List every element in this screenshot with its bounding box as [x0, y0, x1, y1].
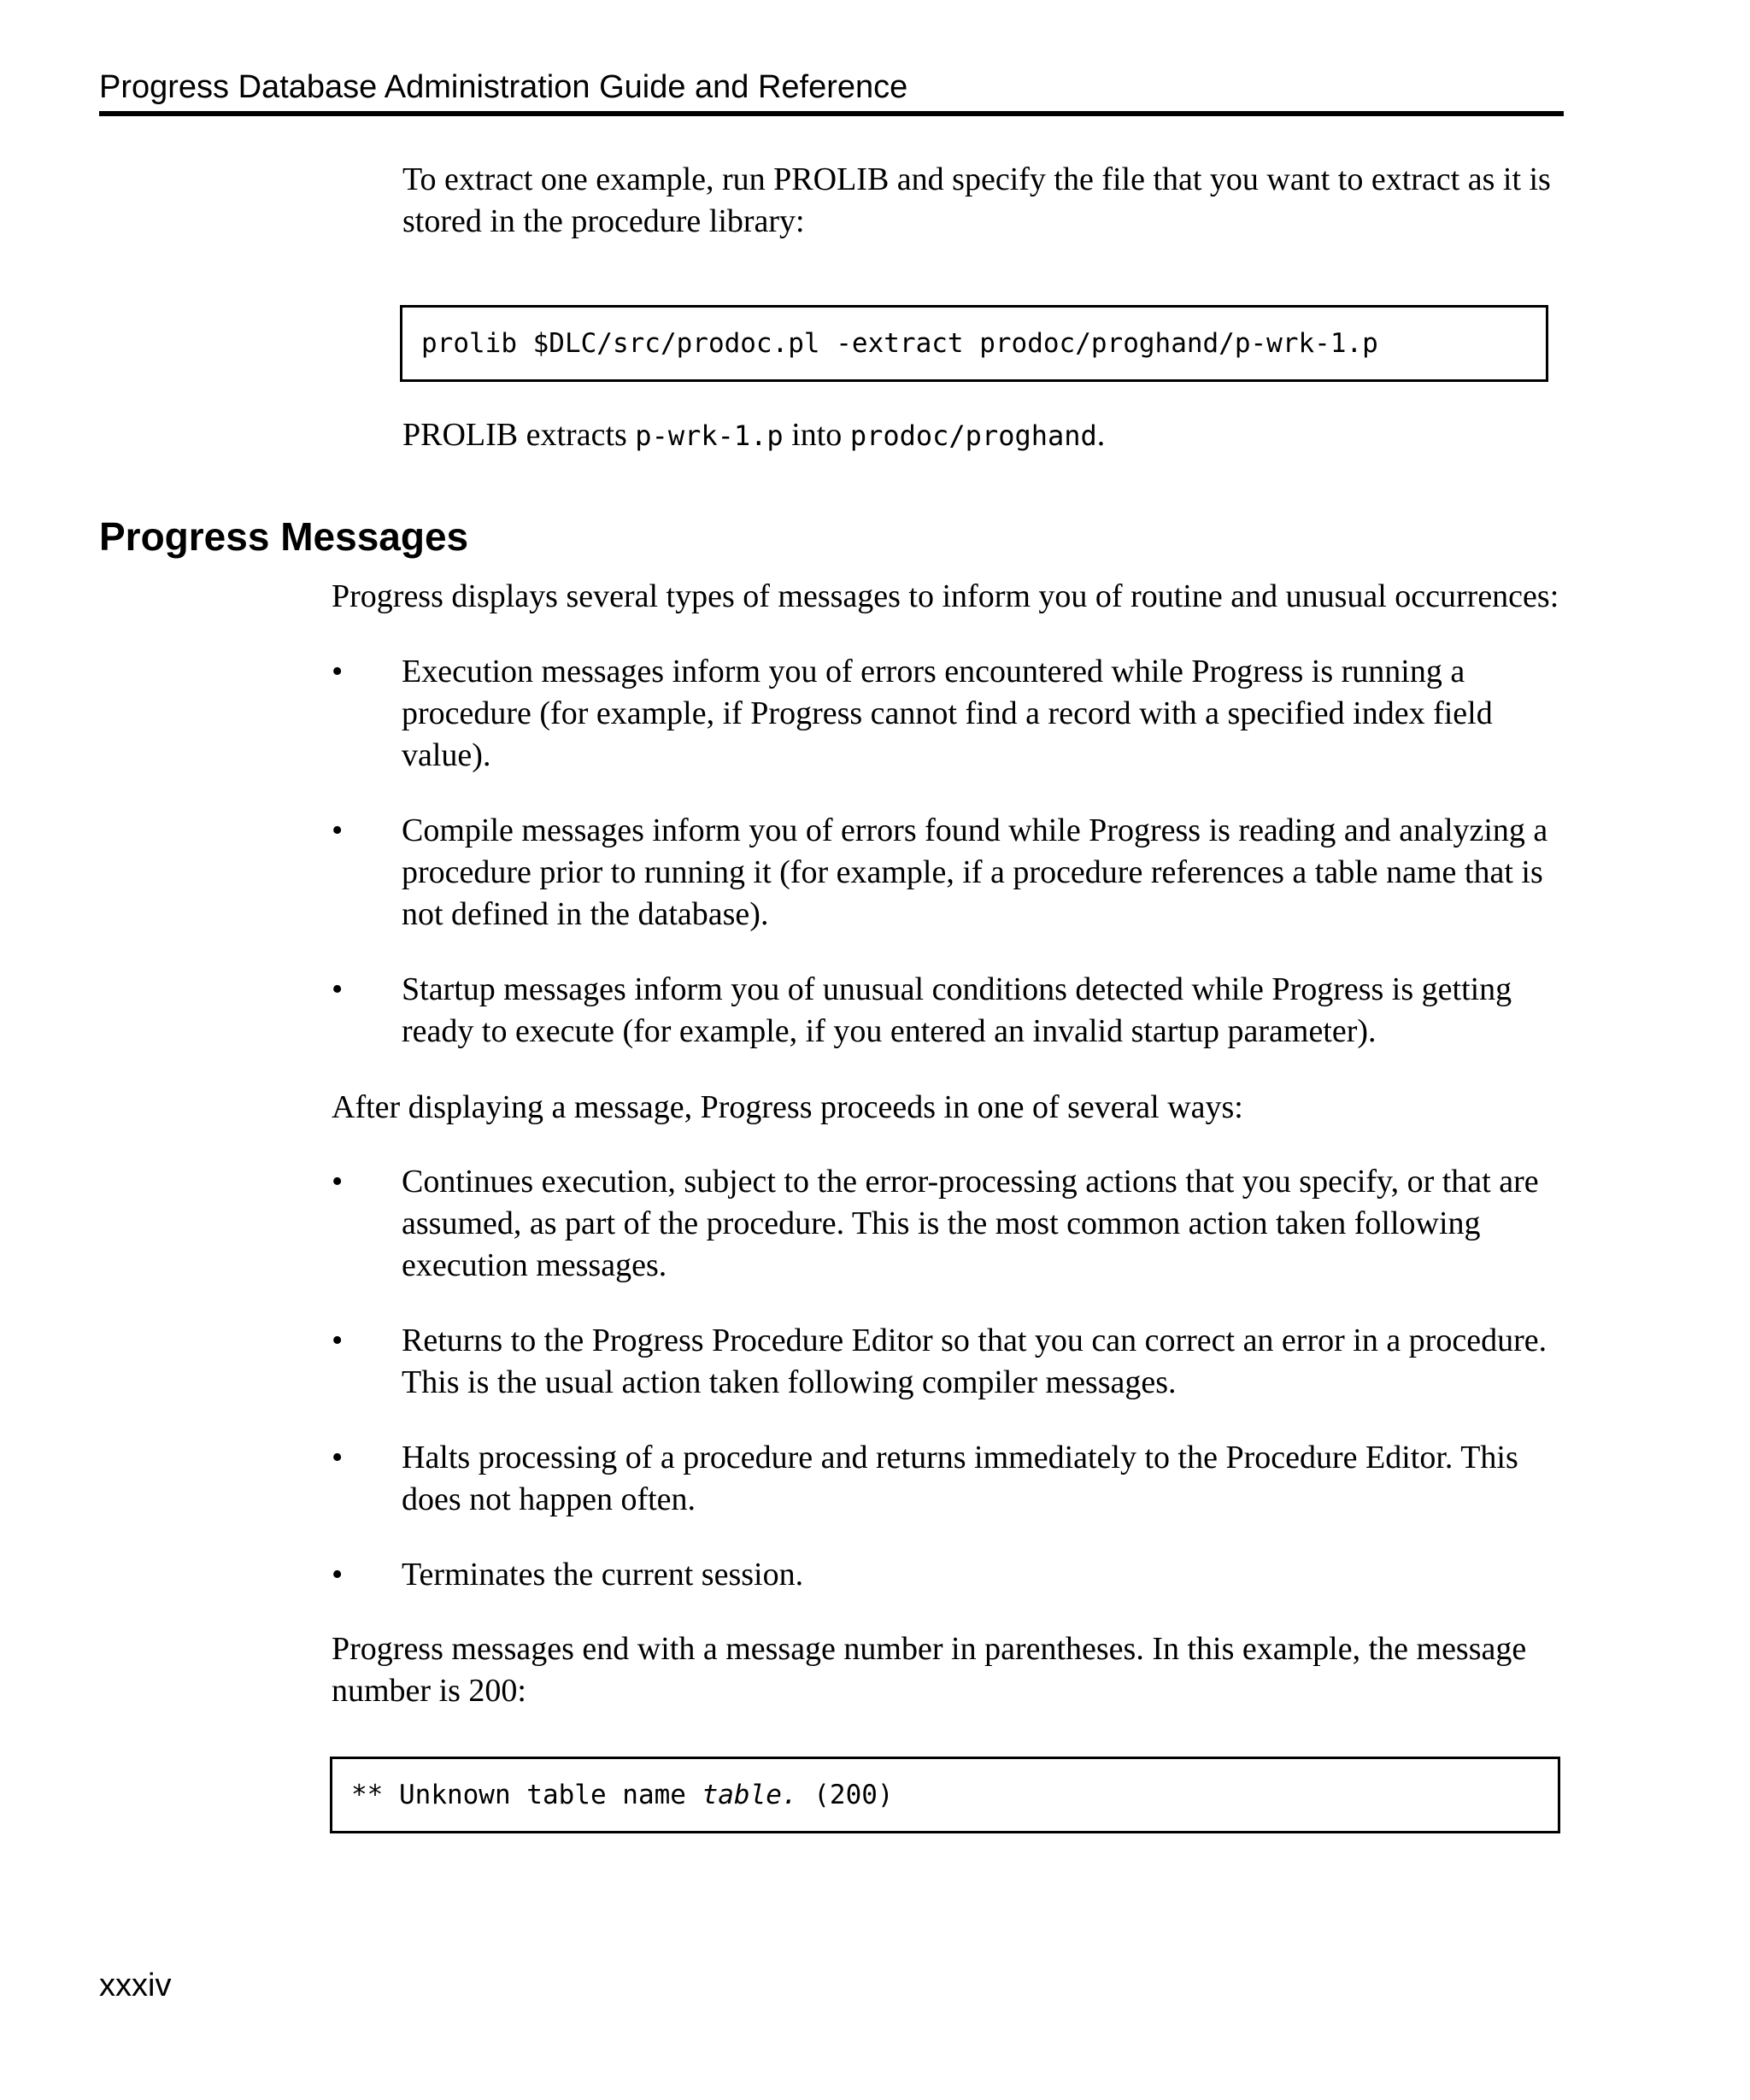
list-item-text: Continues execution, subject to the error-processing actions that you specify, or that are assumed, as part of the procedure. This is the most common action taken following execution messages.	[402, 1164, 1539, 1283]
page-number: xxxiv	[99, 1968, 172, 2003]
code-example-prolib: prolib $DLC/src/prodoc.pl -extract prodoc/proghand/p-wrk-1.p	[400, 305, 1548, 382]
running-header: Progress Database Administration Guide and Reference	[99, 69, 908, 105]
code-example-message	[330, 1757, 1560, 1833]
header-rule	[99, 111, 1564, 116]
result-file-code: p-wrk-1.p	[635, 419, 784, 452]
bullet-icon: •	[332, 1440, 344, 1475]
code2-suffix: (200)	[797, 1780, 894, 1810]
list-item-text: Terminates the current session.	[402, 1557, 804, 1593]
list-item-text: Compile messages inform you of errors found while Progress is reading and analyzing a procedure prior to running it (for example, if a procedure references a table name that is not defined in the database).	[402, 812, 1548, 932]
code2-prefix: ** Unknown table name	[351, 1780, 702, 1810]
after-paragraph: After displaying a message, Progress proceeds in one of several ways:	[332, 1089, 1243, 1125]
closing-paragraph: Progress messages end with a message number in parentheses. In this example, the message number is 200:	[332, 1631, 1527, 1709]
result-dir-code: prodoc/proghand	[849, 419, 1097, 452]
intro-paragraph: To extract one example, run PROLIB and specify the file that you want to extract as it is stored in the procedure library:	[402, 161, 1551, 239]
list-item-text: Execution messages inform you of errors encountered while Progress is running a procedure (for example, if Progress cannot find a record with a specified index field value).	[402, 654, 1493, 773]
bullet-icon: •	[332, 1557, 344, 1593]
list-item-text: Startup messages inform you of unusual conditions detected while Progress is getting ready to execute (for example, if you entered an invalid startup parameter).	[402, 971, 1512, 1049]
result-mid: into	[783, 417, 850, 453]
result-prefix: PROLIB extracts	[402, 417, 636, 453]
bullet-icon: •	[332, 812, 344, 848]
bullet-icon: •	[332, 654, 344, 689]
bullet-icon: •	[332, 1164, 344, 1200]
result-suffix: .	[1096, 417, 1106, 453]
code2-italic: table.	[702, 1780, 798, 1810]
section-lead-paragraph: Progress displays several types of messages to inform you of routine and unusual occurrences:	[332, 578, 1559, 614]
bullet-icon: •	[332, 1323, 344, 1358]
bullet-icon: •	[332, 971, 344, 1007]
prolib-result-sentence	[402, 414, 1565, 457]
list-item-text: Returns to the Progress Procedure Editor so that you can correct an error in a procedure. This is the usual action taken following compiler messages.	[402, 1323, 1547, 1400]
list-item-text: Halts processing of a procedure and returns immediately to the Procedure Editor. This does not happen often.	[402, 1440, 1518, 1517]
section-heading: Progress Messages	[99, 514, 469, 559]
